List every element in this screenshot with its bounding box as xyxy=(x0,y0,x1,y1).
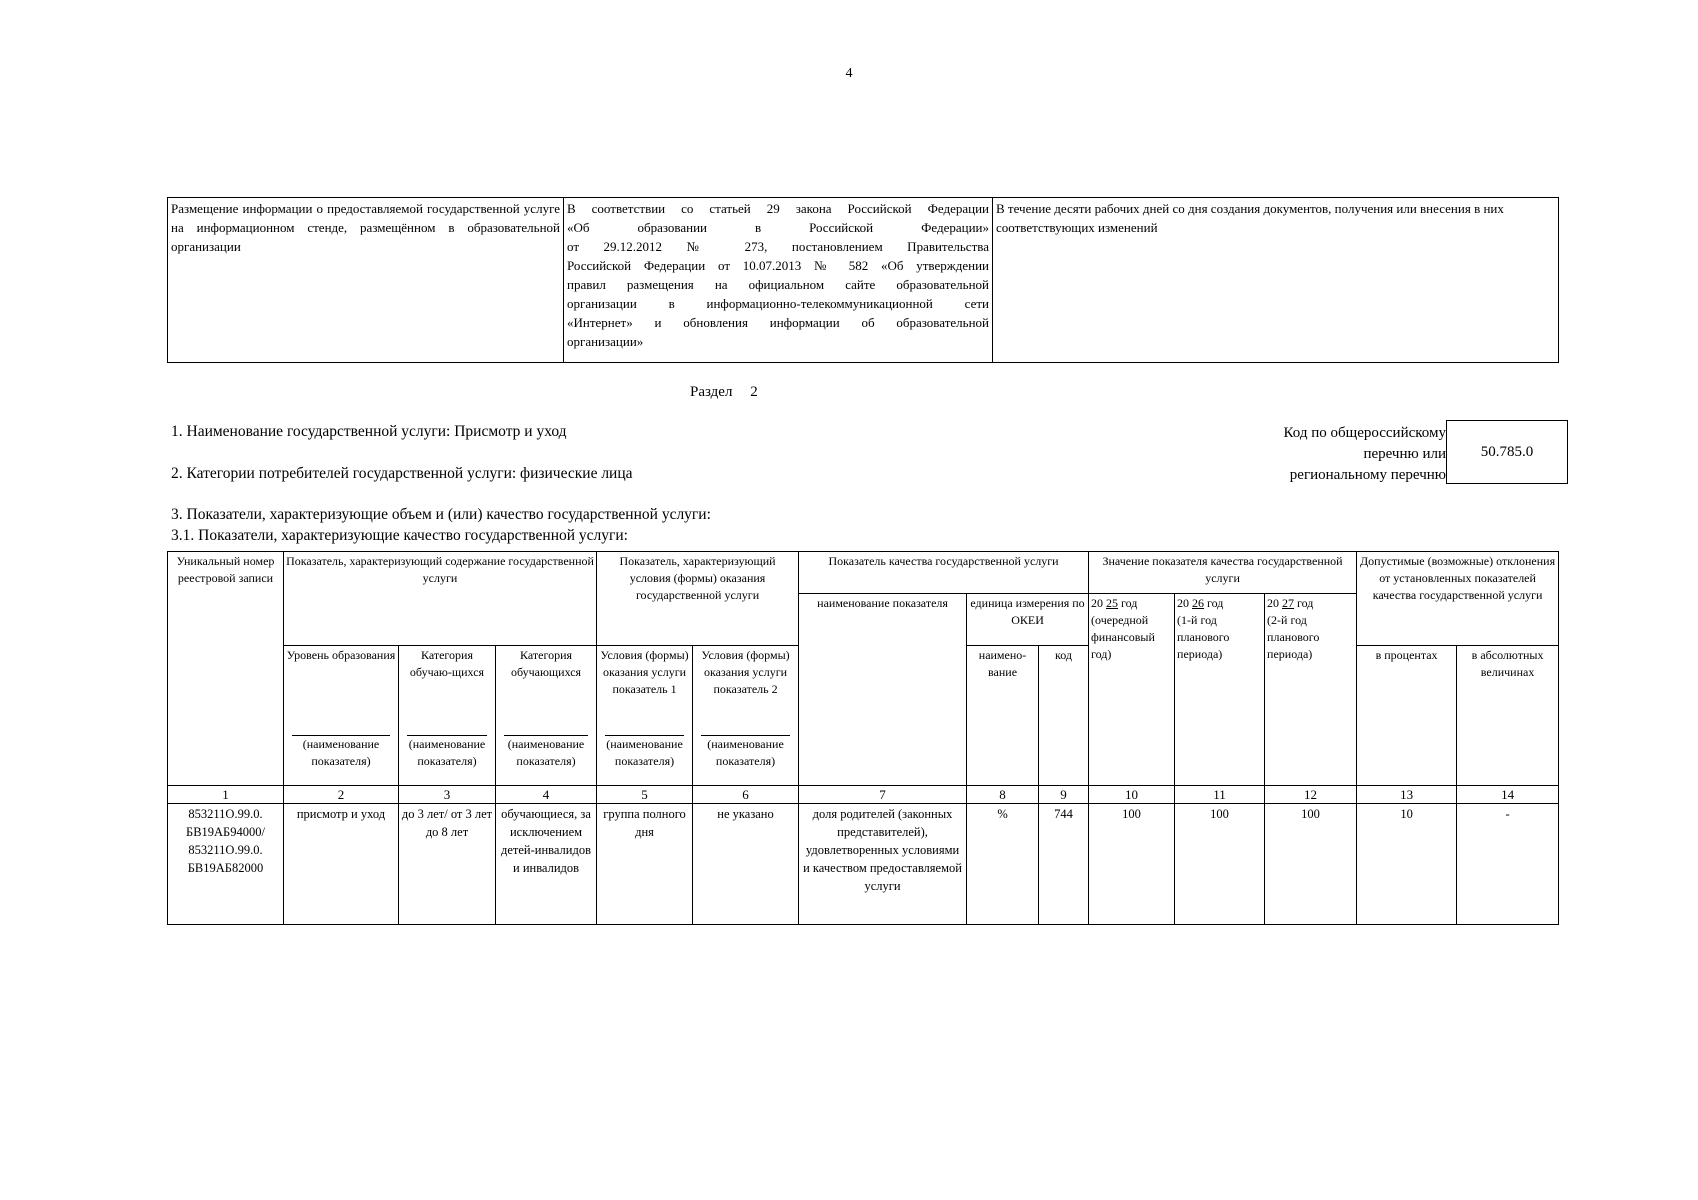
cell-value-year2: 100 xyxy=(1175,804,1265,925)
cell-condition2: не указано xyxy=(693,804,799,925)
sub-level-label: Уровень образования xyxy=(286,648,396,662)
header-allowed-deviation: Допустимые (возможные) отклонения от установленных показателей качества государственной услуги xyxy=(1357,552,1559,646)
col-number: 13 xyxy=(1357,786,1457,804)
legal-basis-line-3: от 29.12.2012 № 273, постановлением Правительства xyxy=(567,239,989,254)
col-number: 4 xyxy=(496,786,597,804)
service-name: 1. Наименование государственной услуги: Присмотр и уход xyxy=(171,423,567,440)
header-sub-category1 xyxy=(399,646,496,786)
col-number: 5 xyxy=(597,786,693,804)
legal-basis-line-6: организации в информационно-телекоммуникационной сети xyxy=(567,296,989,311)
year-1-prefix: 20 xyxy=(1091,596,1104,610)
info-placement-table xyxy=(167,197,1559,363)
cell-unit-name: % xyxy=(967,804,1039,925)
col-number: 3 xyxy=(399,786,496,804)
legal-basis-line-5: правил размещения на официальном сайте образовательной xyxy=(567,277,989,292)
cell-value-year1: 100 xyxy=(1089,804,1175,925)
cell-category2: обучающиеся, за исключением детей-инвалидов и инвалидов xyxy=(496,804,597,925)
update-frequency-cell xyxy=(993,198,1559,363)
indicators-heading: 3. Показатели, характеризующие объем и (или) качество государственной услуги: xyxy=(171,506,711,523)
col-number: 11 xyxy=(1175,786,1265,804)
cell-value-year3: 100 xyxy=(1265,804,1357,925)
year-3-yy: 27 xyxy=(1282,596,1295,610)
legal-basis-line-7: «Интернет» и обновления информации об образовательной xyxy=(567,315,989,330)
cell-level: присмотр и уход xyxy=(284,804,399,925)
header-unit-okei: единица измерения по ОКЕИ xyxy=(967,594,1089,646)
sub-condition1-note: (наименование показателя) xyxy=(606,737,683,768)
registry-code-label xyxy=(1180,423,1446,486)
year-3-desc: (2-й год планового периода) xyxy=(1267,613,1320,661)
sub-category1-label: Категория обучаю-щихся xyxy=(409,648,485,679)
cell-category1: до 3 лет/ от 3 лет до 8 лет xyxy=(399,804,496,925)
section-number: 2 xyxy=(750,384,758,400)
section-title xyxy=(690,384,758,401)
cell-indicator: доля родителей (законных представителей), удовлетворенных условиями и качеством предоставляемой услуги xyxy=(799,804,967,925)
legal-basis-line-2: «Об образовании в Российской Федерации» xyxy=(567,220,989,235)
col-number: 12 xyxy=(1265,786,1357,804)
col-number: 9 xyxy=(1039,786,1089,804)
update-frequency-text: В течение десяти рабочих дней со дня создания документов, получения или внесения в них соответствующих изменений xyxy=(996,201,1504,235)
sub-category2-note: (наименование показателя) xyxy=(507,737,585,768)
sub-condition2-label: Условия (формы) оказания услуги показатель 2 xyxy=(701,648,790,696)
header-sub-level xyxy=(284,646,399,786)
legal-basis-line-4: Российской Федерации от 10.07.2013 № 582 «Об утверждении xyxy=(567,258,989,273)
cell-unique-number: 853211О.99.0. БВ19АБ94000/ 853211О.99.0. БВ19АБ82000 xyxy=(168,804,284,925)
column-number-row xyxy=(168,786,1559,804)
year-2-desc: (1-й год планового периода) xyxy=(1177,613,1230,661)
header-indicator-name: наименование показателя xyxy=(799,594,967,786)
col-number: 1 xyxy=(168,786,284,804)
col-number: 6 xyxy=(693,786,799,804)
header-content-indicator: Показатель, характеризующий содержание государственной услуги xyxy=(284,552,597,646)
header-year-2 xyxy=(1175,594,1265,786)
year-3-prefix: 20 xyxy=(1267,596,1280,610)
header-conditions-indicator: Показатель, характеризующий условия (формы) оказания государственной услуги xyxy=(597,552,799,646)
cell-unit-code: 744 xyxy=(1039,804,1089,925)
cell-condition1: группа полного дня xyxy=(597,804,693,925)
year-3-suffix: год xyxy=(1297,596,1314,610)
header-year-1 xyxy=(1089,594,1175,786)
col-number: 2 xyxy=(284,786,399,804)
info-method-text: Размещение информации о предоставляемой государственной услуге на информационном стенде, размещённом в образовательной организации xyxy=(171,201,560,254)
col-number: 7 xyxy=(799,786,967,804)
header-sub-condition2 xyxy=(693,646,799,786)
year-1-suffix: год xyxy=(1121,596,1138,610)
registry-code-label-line-1: Код по общероссийскому xyxy=(1283,425,1446,441)
sub-category1-note: (наименование показателя) xyxy=(408,737,486,768)
sub-category2-label: Категория обучающихся xyxy=(510,648,582,679)
col-number: 10 xyxy=(1089,786,1175,804)
year-2-suffix: год xyxy=(1207,596,1224,610)
header-sub-category2 xyxy=(496,646,597,786)
legal-basis-line-1: В соответствии со статьей 29 закона Российской Федерации xyxy=(567,201,989,216)
section-label: Раздел xyxy=(690,384,733,400)
info-method-cell xyxy=(168,198,564,363)
registry-code-value: 50.785.0 xyxy=(1446,420,1568,484)
header-quality-value: Значение показателя качества государственной услуги xyxy=(1089,552,1357,594)
sub-condition2-note: (наименование показателя) xyxy=(707,737,784,768)
page-number: 4 xyxy=(845,66,853,81)
table-row xyxy=(168,804,1559,925)
quality-indicators-heading: 3.1. Показатели, характеризующие качество государственной услуги: xyxy=(171,527,628,544)
consumer-categories: 2. Категории потребителей государственной услуги: физические лица xyxy=(171,465,633,482)
registry-code-label-line-3: региональному перечню xyxy=(1289,467,1446,483)
header-deviation-percent: в процентах xyxy=(1357,646,1457,786)
header-unit-code: код xyxy=(1039,646,1089,786)
quality-indicators-table xyxy=(167,551,1559,925)
cell-deviation-absolute: - xyxy=(1457,804,1559,925)
header-deviation-absolute: в абсолютных величинах xyxy=(1457,646,1559,786)
legal-basis-cell xyxy=(564,198,993,363)
legal-basis-line-8: организации» xyxy=(567,334,644,349)
year-1-yy: 25 xyxy=(1106,596,1119,610)
header-year-3 xyxy=(1265,594,1357,786)
col-number: 8 xyxy=(967,786,1039,804)
col-number: 14 xyxy=(1457,786,1559,804)
header-quality-indicator: Показатель качества государственной услуги xyxy=(799,552,1089,594)
year-1-desc: (очередной финансовый год) xyxy=(1091,613,1155,661)
cell-deviation-percent: 10 xyxy=(1357,804,1457,925)
sub-condition1-label: Условия (формы) оказания услуги показатель 1 xyxy=(600,648,689,696)
header-sub-condition1 xyxy=(597,646,693,786)
header-unit-name: наимено-вание xyxy=(967,646,1039,786)
year-2-yy: 26 xyxy=(1192,596,1205,610)
sub-level-note: (наименование показателя) xyxy=(302,737,380,768)
year-2-prefix: 20 xyxy=(1177,596,1190,610)
registry-code-label-line-2: перечню или xyxy=(1363,446,1446,462)
header-unique-number: Уникальный номер реестровой записи xyxy=(168,552,284,786)
